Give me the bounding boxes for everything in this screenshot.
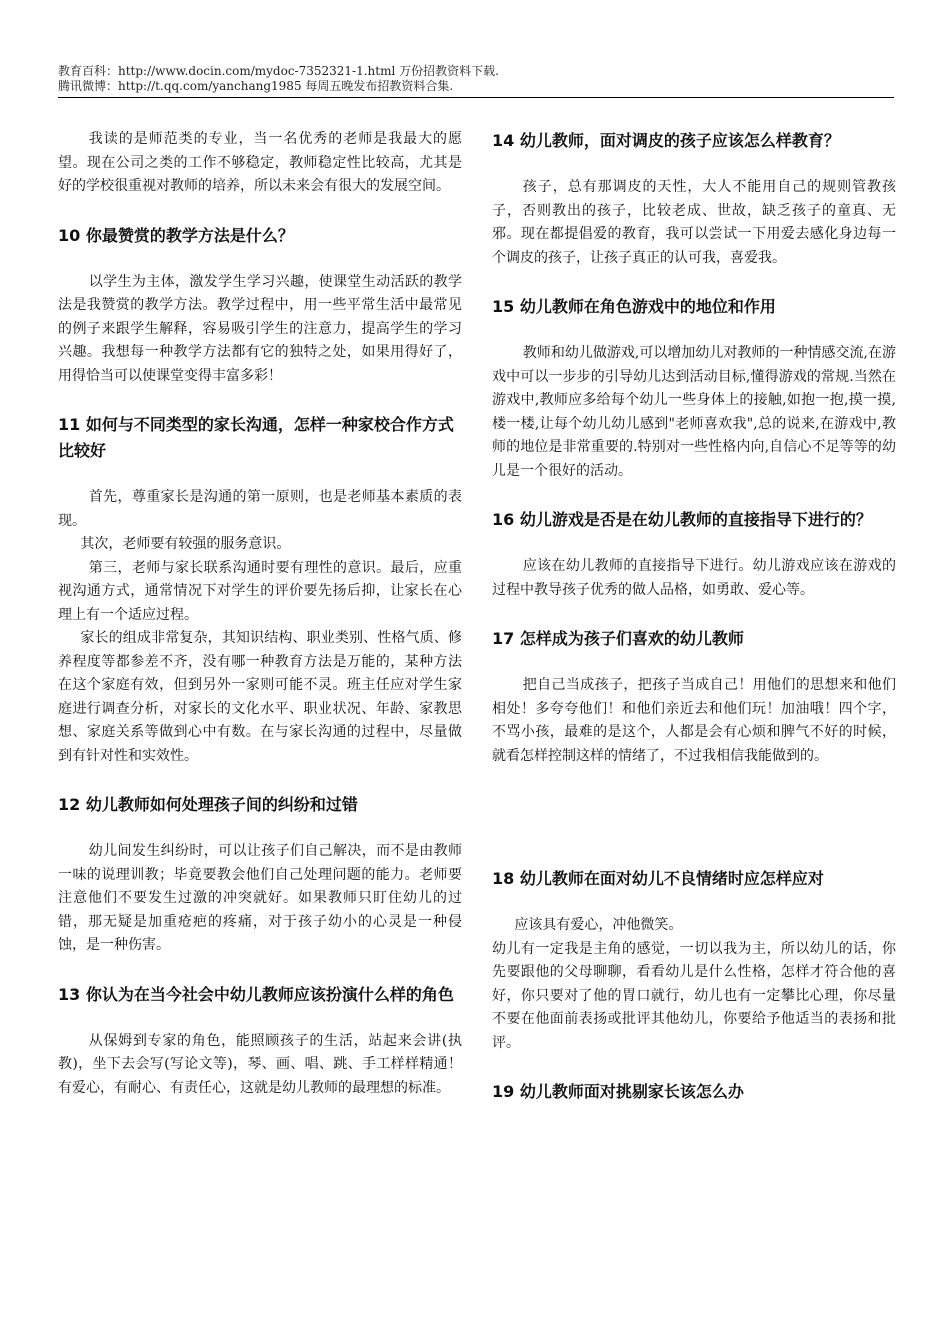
question-16-title: 16 幼儿游戏是否是在幼儿教师的直接指导下进行的？ — [492, 510, 872, 529]
question-19-title: 19 幼儿教师面对挑剔家长该怎么办 — [492, 1082, 744, 1101]
intro-paragraph: 我读的是师范类的专业，当一名优秀的老师是我最大的愿望。现在公司之类的工作不够稳定，教师稳定性比较高，尤其是好的学校很重视对教师的培养，所以未来会有很大的发展空间。 — [58, 131, 462, 194]
question-11-answer-p4: 家长的组成非常复杂，其知识结构、职业类别、性格气质、修养程度等都参差不齐，没有哪一种教育方法是万能的，某种方法在这个家庭有效，但到另外一家则可能不灵。班主任应对学生家庭进行调查分析，对家长的文化水平、职业状况、年龄、家教思想、家庭关系等做到心中有数。在与家长沟通的过程中，尽量做到有针对性和实效性。 — [58, 630, 462, 764]
question-13-title: 13 你认为在当今社会中幼儿教师应该扮演什么样的角色 — [58, 984, 454, 1004]
question-11-title: 11 如何与不同类型的家长沟通，怎样一种家校合作方式比较好 — [58, 415, 454, 460]
question-15-title: 15 幼儿教师在角色游戏中的地位和作用 — [492, 297, 776, 316]
question-10-answer: 以学生为主体，激发学生学习兴趣，使课堂生动活跃的教学法是我赞赏的教学方法。教学过程中，用一些平常生活中最常见的例子来跟学生解释，容易吸引学生的注意力，提高学生的学习兴趣。我想每一种教学方法都有它的独特之处，如果用得好了，用得恰当可以使课堂变得丰富多彩！ — [58, 273, 462, 384]
question-12-title: 12 幼儿教师如何处理孩子间的纠纷和过错 — [58, 795, 358, 814]
question-11-answer-p2: 其次，老师要有较强的服务意识。 — [80, 536, 291, 552]
question-18-answer-p1: 应该具有爱心，冲他微笑。 — [514, 917, 683, 933]
header-line-2: 腾讯微博：http://t.qq.com/yanchang1985 每周五晚发布招教资料合集. — [58, 79, 454, 93]
header-line-1: 教育百科：http://www.docin.com/mydoc-7352321-1.html 万份招教资料下载. — [58, 64, 499, 78]
question-10-title: 10 你最赞赏的教学方法是什么？ — [58, 225, 294, 245]
question-18-title: 18 幼儿教师在面对幼儿不良情绪时应怎样应对 — [492, 869, 824, 888]
page-header — [58, 64, 894, 98]
question-15-answer: 教师和幼儿做游戏,可以增加幼儿对教师的一种情感交流,在游戏中可以一步步的引导幼儿达到活动目标,懂得游戏的常规.当然在游戏中,教师应多给每个幼儿一些身体上的接触,如抱一抱,摸一摸,楼一楼,让每个幼儿幼儿感到"老师喜欢我",总的说来,在游戏中,教师的地位是非常重要的.特别对一些性格内向,自信心不足等等的幼儿是一个很好的活动。 — [492, 345, 896, 479]
question-17-title: 17 怎样成为孩子们喜欢的幼儿教师 — [492, 629, 744, 648]
question-13-answer: 从保姆到专家的角色，能照顾孩子的生活，站起来会讲(执教)，坐下去会写(写论文等)，琴、画、唱、跳、手工样样精通！有爱心，有耐心、有责任心，这就是幼儿教师的最理想的标准。 — [58, 1032, 462, 1096]
question-11-answer-p1: 首先，尊重家长是沟通的第一原则，也是老师基本素质的表现。 — [58, 489, 462, 529]
question-14-answer: 孩子，总有那调皮的天性，大人不能用自己的规则管教孩子，否则教出的孩子，比较老成、世故，缺乏孩子的童真、无邪。现在都提倡爱的教育，我可以尝试一下用爱去感化身边每一个调皮的孩子，让孩子真正的认可我，喜爱我。 — [492, 179, 896, 266]
question-11-answer-p3: 第三，老师与家长联系沟通时要有理性的意识。最后，应重视沟通方式，通常情况下对学生的评价要先扬后抑，让家长在心理上有一个适应过程。 — [58, 559, 462, 623]
right-column — [492, 128, 896, 1105]
question-18-answer-p2: 幼儿有一定我是主角的感觉，一切以我为主，所以幼儿的话，你先要跟他的父母聊聊，看看幼儿是什么性格，怎样才符合他的喜好，你只要对了他的胃口就行，幼儿也有一定攀比心理，你尽量不要在他面前表扬或批评其他幼儿，你要给予他适当的表扬和批评。 — [492, 940, 896, 1051]
question-16-answer: 应该在幼儿教师的直接指导下进行。幼儿游戏应该在游戏的过程中教导孩子优秀的做人品格，如勇敢、爱心等。 — [492, 558, 896, 598]
left-column — [58, 128, 462, 1100]
question-12-answer: 幼儿间发生纠纷时，可以让孩子们自己解决，而不是由教师一味的说理训教；毕竟要教会他们自己处理问题的能力。老师要注意他们不要发生过激的冲突就好。如果教师只盯住幼儿的过错，那无疑是加重疮疤的疼痛，对于孩子幼小的心灵是一种侵蚀，是一种伤害。 — [58, 843, 462, 953]
question-17-answer: 把自己当成孩子，把孩子当成自己！用他们的思想来和他们相处！多夸夸他们！和他们亲近去和他们玩！加油哦！四个字，不骂小孩，最难的是这个，人都是会有心烦和脾气不好的时候，就看怎样控制这样的情绪了，不过我相信我能做到的。 — [492, 677, 896, 764]
question-14-title: 14 幼儿教师，面对调皮的孩子应该怎么样教育？ — [492, 131, 840, 150]
